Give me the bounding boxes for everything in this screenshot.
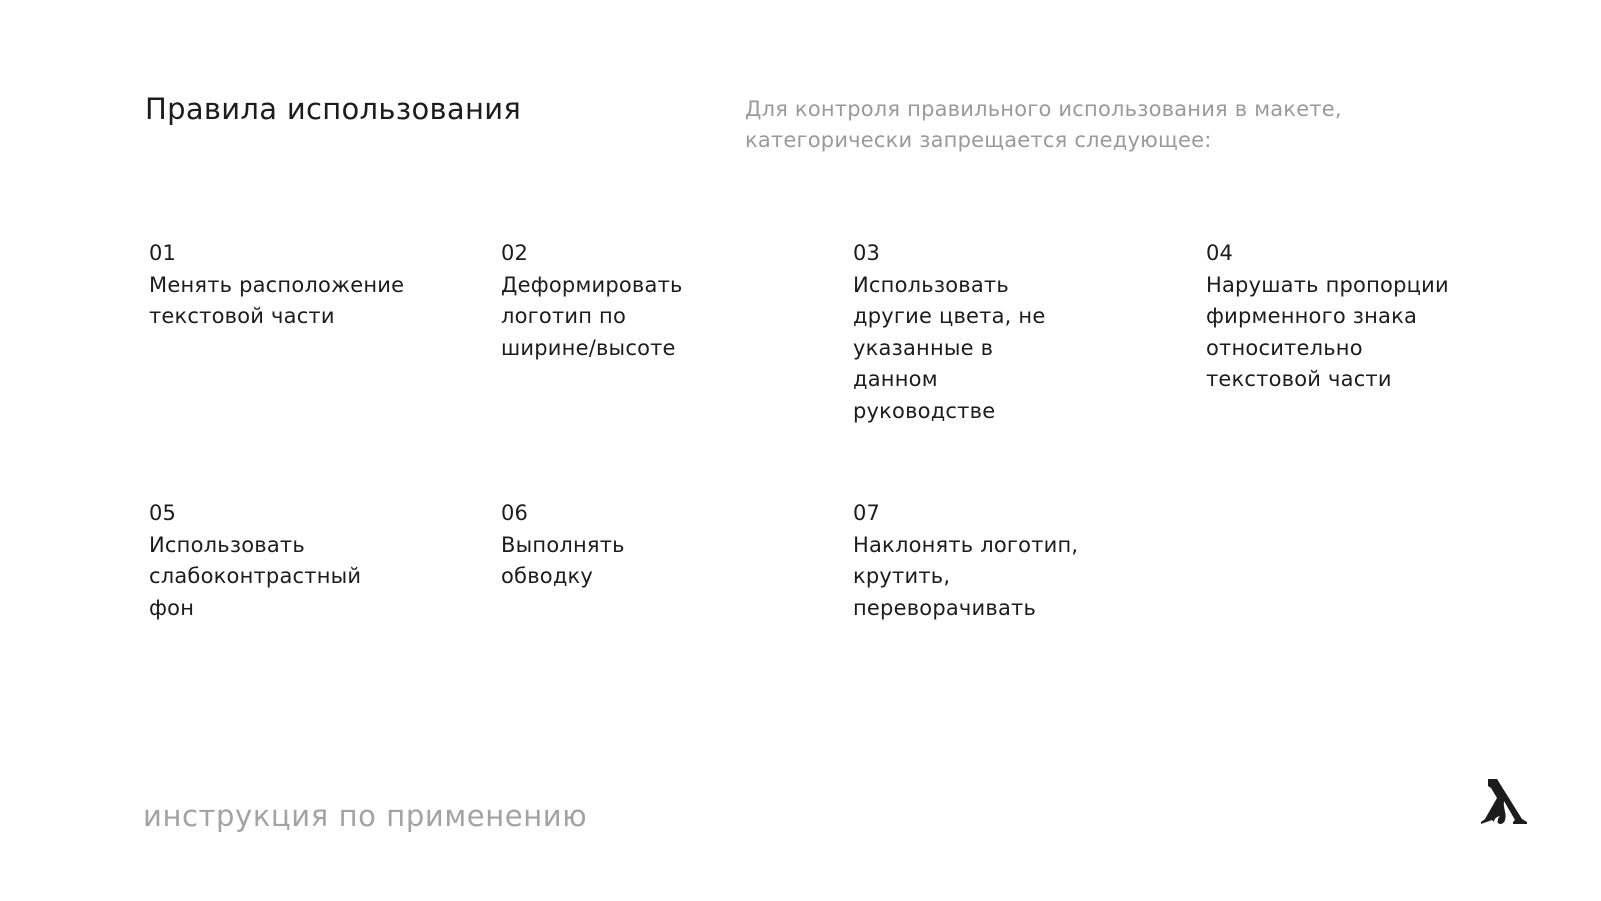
intro-text: Для контроля правильного использования в макете, категорически запрещается следующее: [745,97,1342,152]
rule-item-05 [149,498,394,624]
rule-item-04 [1206,238,1456,396]
rule-text: Менять расположение текстовой части [149,272,405,328]
rule-number: 01 [149,241,177,265]
rule-text: Использовать слабоконтрастный фон [149,532,362,620]
footer-label: инструкция по применению [143,799,588,833]
rule-text: Выполнять обводку [501,532,625,588]
page-title: Правила использования [145,92,522,126]
rule-text: Использовать другие цвета, не указанные в данном руководстве [853,272,1046,423]
rule-number: 02 [501,241,529,265]
rule-item-03 [853,238,1073,427]
rule-item-07 [853,498,1093,624]
rule-item-02 [501,238,721,364]
rule-item-01 [149,238,439,333]
rule-number: 07 [853,501,881,525]
rule-number: 03 [853,241,881,265]
rule-number: 05 [149,501,177,525]
rule-text: Нарушать пропорции фирменного знака относительно текстовой части [1206,272,1449,391]
rule-item-06 [501,498,671,593]
rule-text: Деформировать логотип по ширине/высоте [501,272,683,360]
rule-text: Наклонять логотип, крутить, переворачивать [853,532,1079,620]
lambda-flame-logo-icon [1480,779,1528,825]
rule-number: 04 [1206,241,1234,265]
rule-number: 06 [501,501,529,525]
